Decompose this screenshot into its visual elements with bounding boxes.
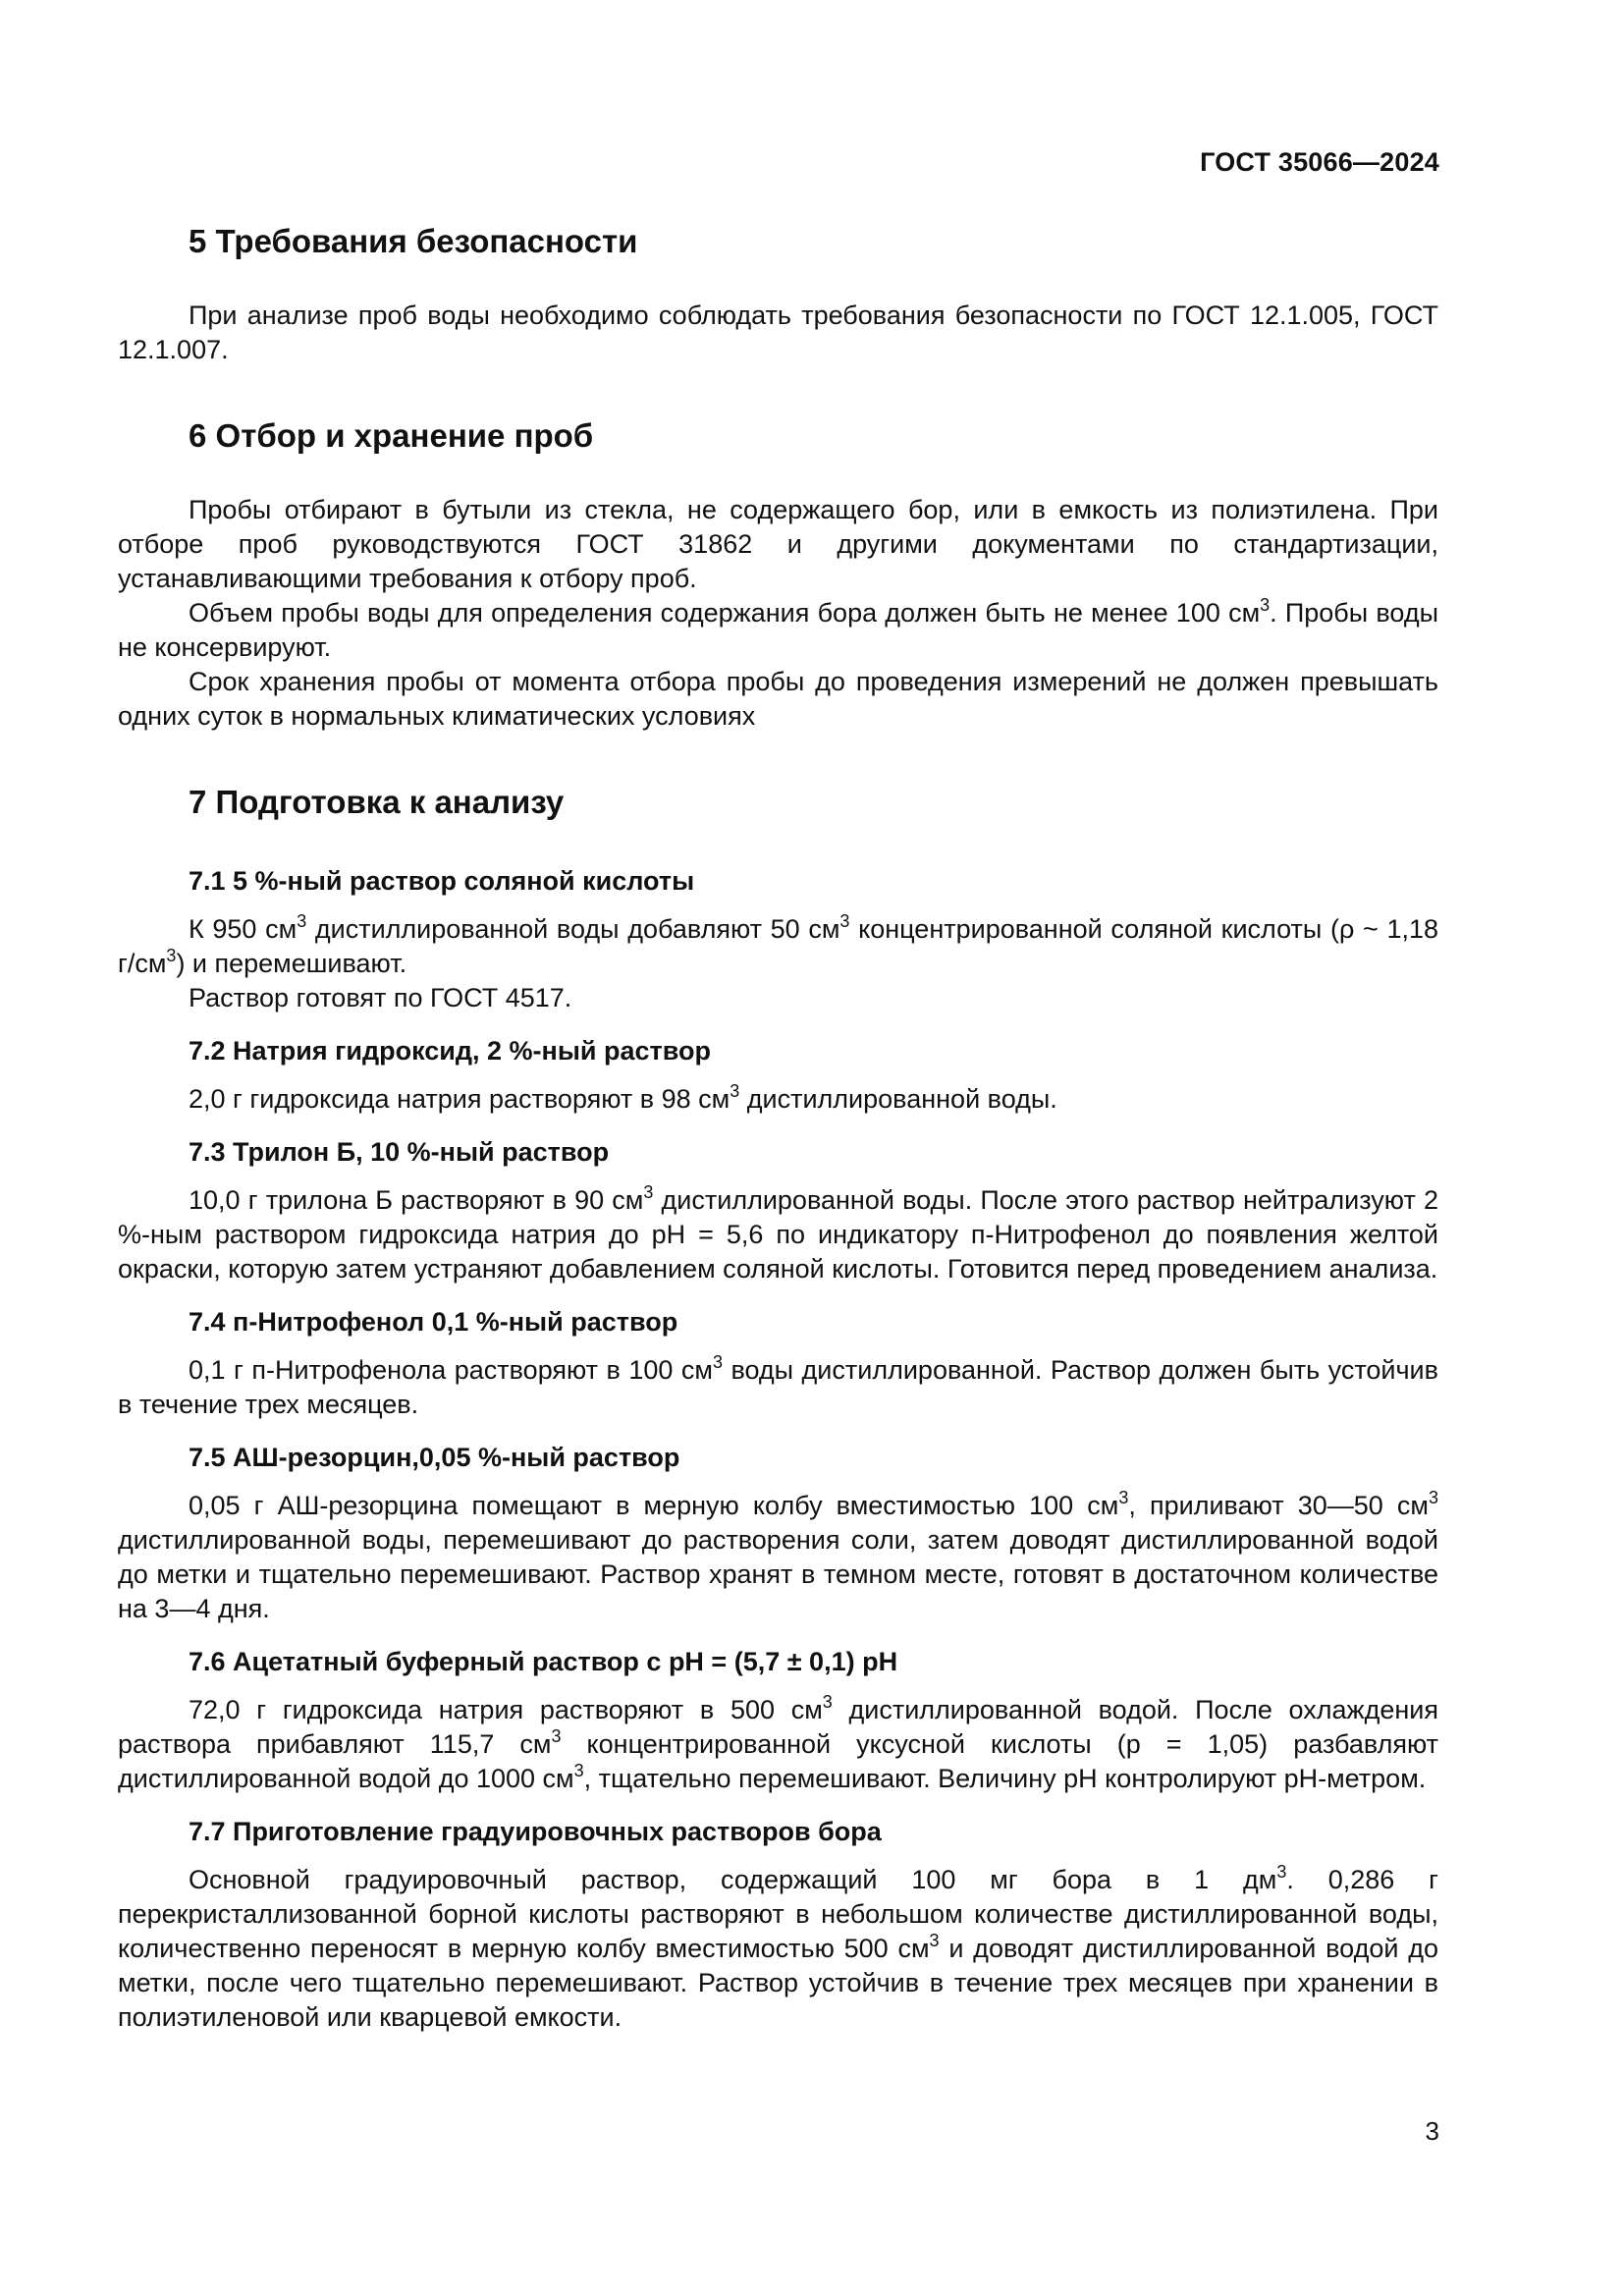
- subsection-title: 7.1 5 %-ный раствор соляной кислоты: [189, 866, 695, 896]
- subsection-7-1: [118, 863, 1438, 1015]
- paragraph: 72,0 г гидроксида натрия растворяют в 500 $см^3$ дистиллированной водой. После охлаждения раствора прибавляют 115,7 $см^3$ концентрированной уксусной кислоты (р = 1,05) разбавляют дистиллированной водой до 1000 $см^3$, тщательно перемешивают. Величину рН контролируют рН-метром.: [118, 1692, 1438, 1793]
- subsection-title: 7.5 АШ-резорцин,0,05 %-ный раствор: [189, 1443, 680, 1472]
- section-5: [118, 220, 1438, 367]
- subsection-title: 7.3 Трилон Б, 10 %-ный раствор: [189, 1137, 610, 1167]
- section-6: [118, 414, 1438, 734]
- document-code: ГОСТ 35066—2024: [1200, 147, 1439, 177]
- paragraph: Срок хранения пробы от момента отбора пробы до проведения измерений не должен превышать одних суток в нормальных климатических условиях: [118, 667, 1438, 731]
- subsection-7-4: [118, 1304, 1438, 1422]
- subsection-7-5: [118, 1440, 1438, 1626]
- section-title: 5 Требования безопасности: [189, 223, 638, 259]
- subsection-title: 7.6 Ацетатный буферный раствор с pH = (5,7 ± 0,1) pH: [189, 1647, 898, 1676]
- document-body: [118, 220, 1438, 2052]
- paragraph: 2,0 г гидроксида натрия растворяют в 98 $см^3$ дистиллированной воды.: [189, 1081, 1057, 1114]
- paragraph: 0,05 г АШ-резорцина помещают в мерную колбу вместимостью 100 $см^3$, приливают 30—50 $см^3$ дистиллированной воды, перемешивают до растворения соли, затем доводят дистиллированной водой до метки и тщательно перемешивают. Раствор хранят в темном месте, готовят в достаточном количестве на 3—4 дня.: [118, 1488, 1438, 1623]
- subsection-title: 7.4 п-Нитрофенол 0,1 %-ный раствор: [189, 1307, 678, 1337]
- paragraph: Объем пробы воды для определения содержания бора должен быть не менее 100 $см^3$. Пробы воды не консервируют.: [118, 595, 1439, 662]
- subsection-7-6: [118, 1644, 1438, 1796]
- section-title: 7 Подготовка к анализу: [189, 784, 565, 820]
- paragraph: 10,0 г трилона Б растворяют в 90 $см^3$ дистиллированной воды. После этого раствор нейтрализуют 2 %-ным раствором гидроксида натрия до рН = 5,6 по индикатору п-Нитрофенол до появления желтой окраски, которую затем устраняют добавлением соляной кислоты. Готовится перед проведением анализа.: [118, 1182, 1438, 1284]
- section-title: 6 Отбор и хранение проб: [189, 417, 594, 454]
- subsection-title: 7.2 Натрия гидроксид, 2 %-ный раствор: [189, 1036, 711, 1066]
- subsection-7-2: [118, 1033, 1438, 1117]
- subsection-title: 7.7 Приготовление градуировочных растворов бора: [189, 1817, 882, 1846]
- paragraph: Раствор готовят по ГОСТ 4517.: [189, 983, 572, 1012]
- subsection-7-7: [118, 1814, 1438, 2035]
- paragraph: К 950 $см^3$ дистиллированной воды добавляют 50 $см^3$ концентрированной соляной кислоты (ρ ~ 1,18 $г/см^3$) и перемешивают.: [118, 911, 1438, 978]
- page-number: 3: [1425, 2116, 1439, 2146]
- section-7: [118, 781, 1438, 2035]
- paragraph: 0,1 г п-Нитрофенола растворяют в 100 $см^3$ воды дистиллированной. Раствор должен быть устойчив в течение трех месяцев.: [118, 1352, 1438, 1419]
- paragraph: Пробы отбирают в бутыли из стекла, не содержащего бор, или в емкость из полиэтилена. При отборе проб руководствуются ГОСТ 31862 и другими документами по стандартизации, устанавливающими требования к отбору проб.: [118, 495, 1438, 593]
- paragraph: При анализе проб воды необходимо соблюдать требования безопасности по ГОСТ 12.1.005, ГОСТ 12.1.007.: [118, 301, 1438, 364]
- paragraph: Основной градуировочный раствор, содержащий 100 мг бора в 1 $дм^3$. 0,286 г перекристаллизованной борной кислоты растворяют в небольшом количестве дистиллированной воды, количественно переносят в мерную колбу вместимостью 500 $см^3$ и доводят дистиллированной водой до метки, после чего тщательно перемешивают. Раствор устойчив в течение трех месяцев при хранении в полиэтиленовой или кварцевой емкости.: [118, 1862, 1439, 2032]
- subsection-7-3: [118, 1134, 1438, 1286]
